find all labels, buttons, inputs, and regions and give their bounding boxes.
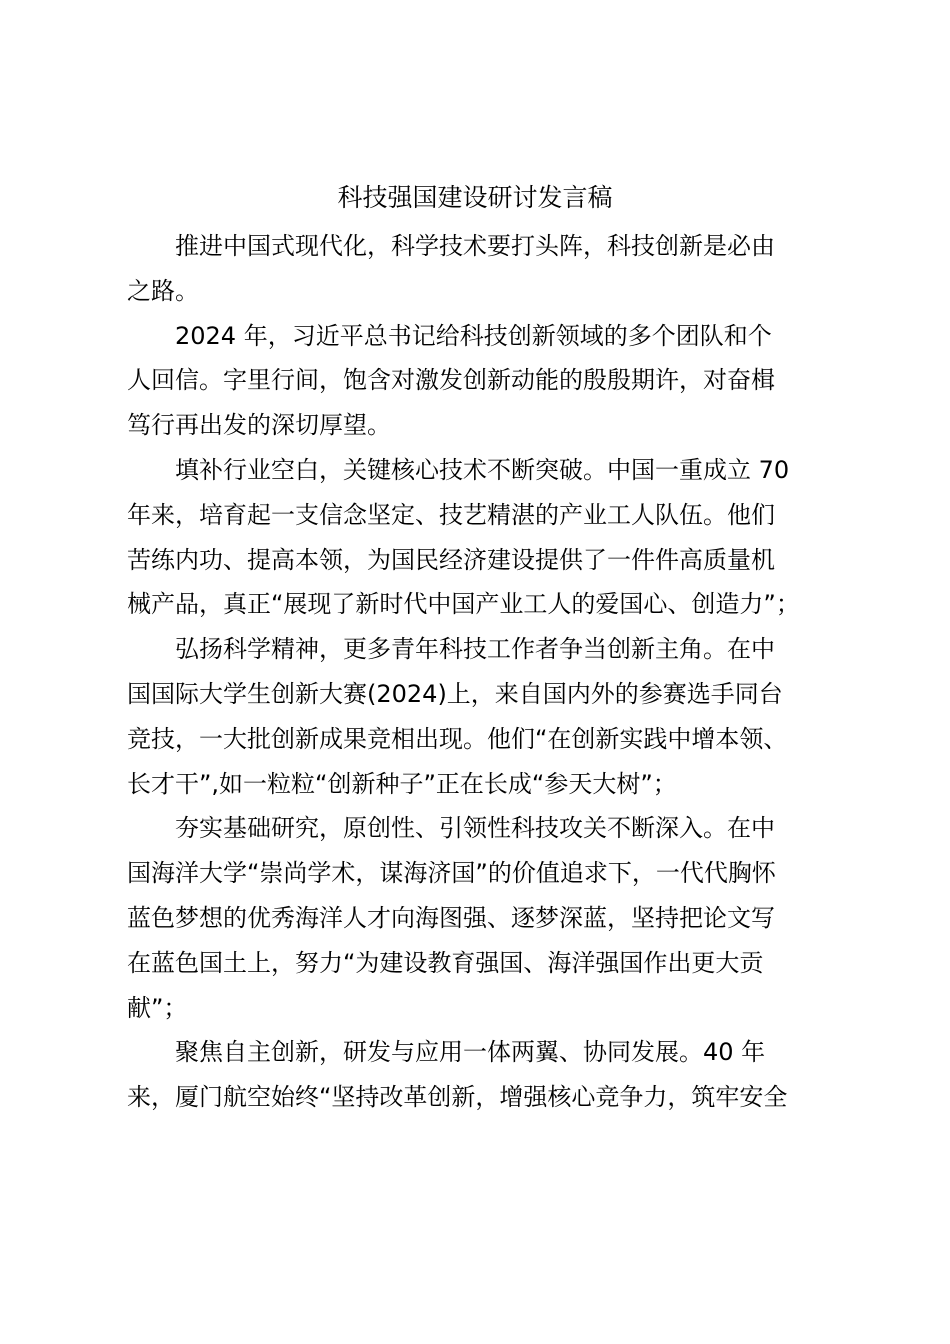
text-line: 推进中国式现代化，科学技术要打头阵，科技创新是必由 (175, 232, 775, 260)
paragraph-3 (127, 448, 839, 627)
text-line: 在蓝色国土上，努力“为建设教育强国、海洋强国作出更大贡 (127, 948, 764, 977)
paragraph-5 (127, 806, 839, 1030)
text-line: 弘扬科学精神，更多青年科技工作者争当创新主角。在中 (175, 635, 775, 664)
text-line: 年来，培育起一支信念坚定、技艺精湛的产业工人队伍。他们 (127, 500, 775, 529)
paragraph-1 (127, 224, 839, 314)
text-line: 来，厦门航空始终“坚持改革创新，增强核心竞争力，筑牢安全 (127, 1083, 788, 1112)
text-line: 2024 年，习近平总书记给科技创新领域的多个团队和个 (175, 321, 772, 350)
text-line: 国国际大学生创新大赛(2024)上，来自国内外的参赛选手同台 (127, 679, 783, 708)
text-line: 长才干”,如一粒粒“创新种子”正在长成“参天大树”； (127, 769, 677, 798)
paragraph-4 (127, 627, 839, 806)
text-line: 蓝色梦想的优秀海洋人才向海图强、逐梦深蓝，坚持把论文写 (127, 903, 775, 932)
paragraph-6 (127, 1030, 839, 1120)
text-line: 人回信。字里行间，饱含对激发创新动能的殷殷期许，对奋楫 (127, 366, 775, 395)
paragraph-2 (127, 314, 839, 448)
text-line: 填补行业空白，关键核心技术不断突破。中国一重成立 70 (175, 455, 790, 484)
text-line: 国海洋大学“崇尚学术，谋海济国”的价值追求下，一代代胸怀 (127, 859, 776, 888)
text-line: 夯实基础研究，原创性、引领性科技攻关不断深入。在中 (175, 814, 775, 843)
document-body (127, 224, 839, 1120)
text-line: 竞技，一大批创新成果竞相出现。他们“在创新实践中增本领、 (127, 724, 788, 753)
text-line: 械产品，真正“展现了新时代中国产业工人的爱国心、创造力”； (127, 590, 800, 619)
text-line: 笃行再出发的深切厚望。 (127, 411, 391, 440)
document-title: 科技强国建设研讨发言稿 (337, 183, 613, 212)
text-line: 聚焦自主创新，研发与应用一体两翼、协同发展。40 年 (175, 1038, 766, 1067)
text-line: 之路。 (127, 276, 199, 305)
text-line: 献”； (127, 993, 188, 1022)
text-line: 苦练内功、提高本领，为国民经济建设提供了一件件高质量机 (127, 545, 775, 574)
